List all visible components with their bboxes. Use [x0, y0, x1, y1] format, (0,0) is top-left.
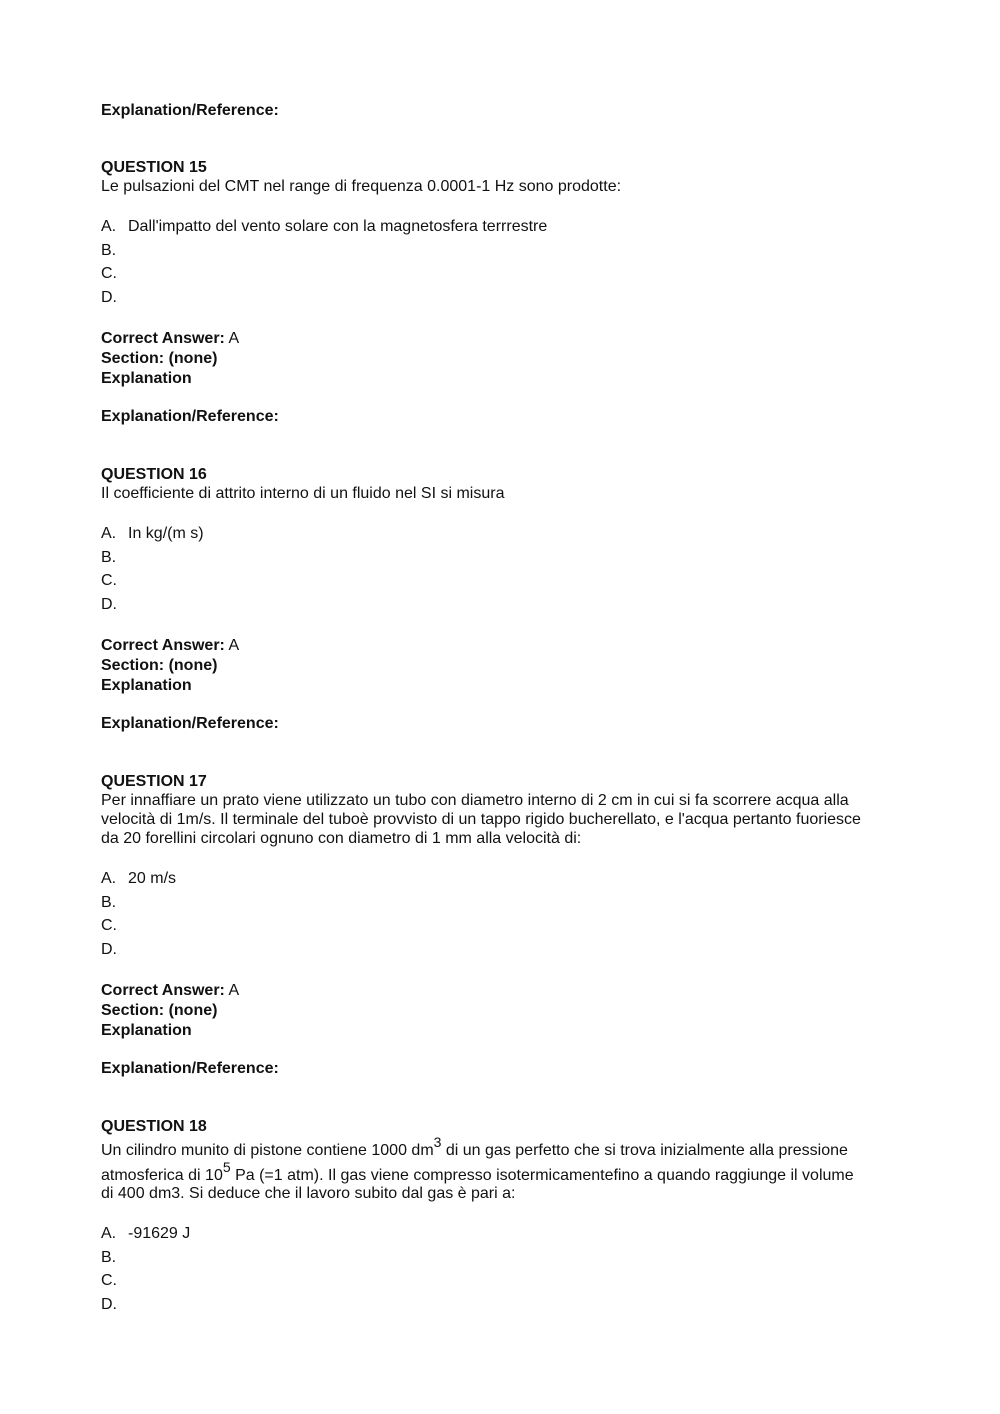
section-label: Section: (none) — [101, 350, 218, 367]
question-17 — [101, 772, 901, 1079]
correct-answer — [101, 329, 901, 349]
option-c — [101, 1271, 901, 1295]
question-title: QUESTION 18 — [101, 1118, 207, 1135]
option-letter: B. — [101, 893, 117, 911]
option-letter: B. — [101, 548, 117, 566]
question-text-line: da 20 forellini circolari ognuno con diametro di 1 mm alla velocità di: — [101, 830, 582, 847]
explanation-label: Explanation — [101, 370, 192, 387]
question-text: Il coefficiente di attrito interno di un fluido nel SI si misura — [101, 485, 505, 502]
option-text: In kg/(m s) — [128, 525, 204, 542]
correct-answer-label: Correct Answer: — [101, 330, 225, 347]
superscript: 3 — [433, 1133, 442, 1150]
option-letter: A. — [101, 870, 117, 887]
option-text: Dall'impatto del vento solare con la magnetosfera terrrestre — [128, 218, 548, 235]
option-letter: C. — [101, 572, 117, 589]
correct-answer-value: A — [228, 982, 240, 999]
question-16 — [101, 465, 901, 734]
explanation-reference-heading: Explanation/Reference: — [101, 1060, 279, 1077]
option-text: 20 m/s — [128, 870, 177, 887]
option-letter: B. — [101, 241, 117, 259]
document-page — [101, 101, 901, 1356]
question-title: QUESTION 15 — [101, 159, 207, 176]
question-title: QUESTION 17 — [101, 773, 207, 790]
option-letter: D. — [101, 288, 117, 306]
correct-answer — [101, 981, 901, 1001]
explanation-label: Explanation — [101, 1022, 192, 1039]
question-text-line — [101, 1133, 901, 1163]
superscript: 5 — [222, 1158, 231, 1175]
question-text — [101, 1133, 901, 1203]
text-segment: Un cilindro munito di pistone contiene 1000 dm — [101, 1142, 434, 1159]
option-c — [101, 264, 901, 288]
question-text — [101, 791, 901, 848]
option-letter: A. — [101, 525, 117, 542]
section-label: Section: (none) — [101, 1002, 218, 1019]
option-d — [101, 1295, 901, 1319]
option-letter: A. — [101, 1225, 117, 1242]
explanation-reference-heading: Explanation/Reference: — [101, 715, 279, 732]
option-d — [101, 288, 901, 312]
question-15 — [101, 158, 901, 427]
answer-block — [101, 329, 901, 427]
explanation-label: Explanation — [101, 677, 192, 694]
option-d — [101, 595, 901, 619]
option-c — [101, 916, 901, 940]
question-18 — [101, 1117, 901, 1318]
text-segment: Pa (=1 atm). Il gas viene compresso isotermicamentefino a quando raggiunge il volume — [230, 1167, 854, 1184]
option-letter: C. — [101, 265, 117, 282]
correct-answer-label: Correct Answer: — [101, 982, 225, 999]
option-letter: B. — [101, 1248, 117, 1266]
correct-answer-value: A — [228, 330, 240, 347]
question-text-line: Per innaffiare un prato viene utilizzato un tubo con diametro interno di 2 cm in cui si fa scorrere acqua alla — [101, 792, 849, 809]
option-b — [101, 893, 901, 917]
option-letter: D. — [101, 1295, 117, 1313]
answer-block — [101, 636, 901, 734]
option-text: -91629 J — [128, 1225, 191, 1242]
option-letter: D. — [101, 595, 117, 613]
option-a — [101, 524, 901, 548]
explanation-reference-heading: Explanation/Reference: — [101, 408, 279, 425]
question-title: QUESTION 16 — [101, 466, 207, 483]
correct-answer — [101, 636, 901, 656]
correct-answer-label: Correct Answer: — [101, 637, 225, 654]
option-letter: C. — [101, 917, 117, 934]
option-d — [101, 940, 901, 964]
option-a — [101, 217, 901, 241]
option-c — [101, 571, 901, 595]
option-letter: D. — [101, 940, 117, 958]
correct-answer-value: A — [228, 637, 240, 654]
option-letter: A. — [101, 218, 117, 235]
option-b — [101, 1248, 901, 1272]
explanation-reference-heading: Explanation/Reference: — [101, 102, 279, 119]
question-text-line: di 400 dm3. Si deduce che il lavoro subito dal gas è pari a: — [101, 1185, 516, 1202]
option-letter: C. — [101, 1272, 117, 1289]
answer-block — [101, 981, 901, 1079]
option-a — [101, 1224, 901, 1248]
question-text-line: velocità di 1m/s. Il terminale del tuboè provvisto di un tappo rigido bucherellato, e l'acqua pertanto fuoriesce — [101, 811, 861, 828]
text-segment: atmosferica di 10 — [101, 1167, 223, 1184]
section-label: Section: (none) — [101, 657, 218, 674]
option-b — [101, 548, 901, 572]
option-a — [101, 869, 901, 893]
text-segment: di un gas perfetto che si trova inizialmente alla pressione — [441, 1142, 848, 1159]
option-b — [101, 241, 901, 265]
question-text: Le pulsazioni del CMT nel range di frequenza 0.0001-1 Hz sono prodotte: — [101, 178, 622, 195]
